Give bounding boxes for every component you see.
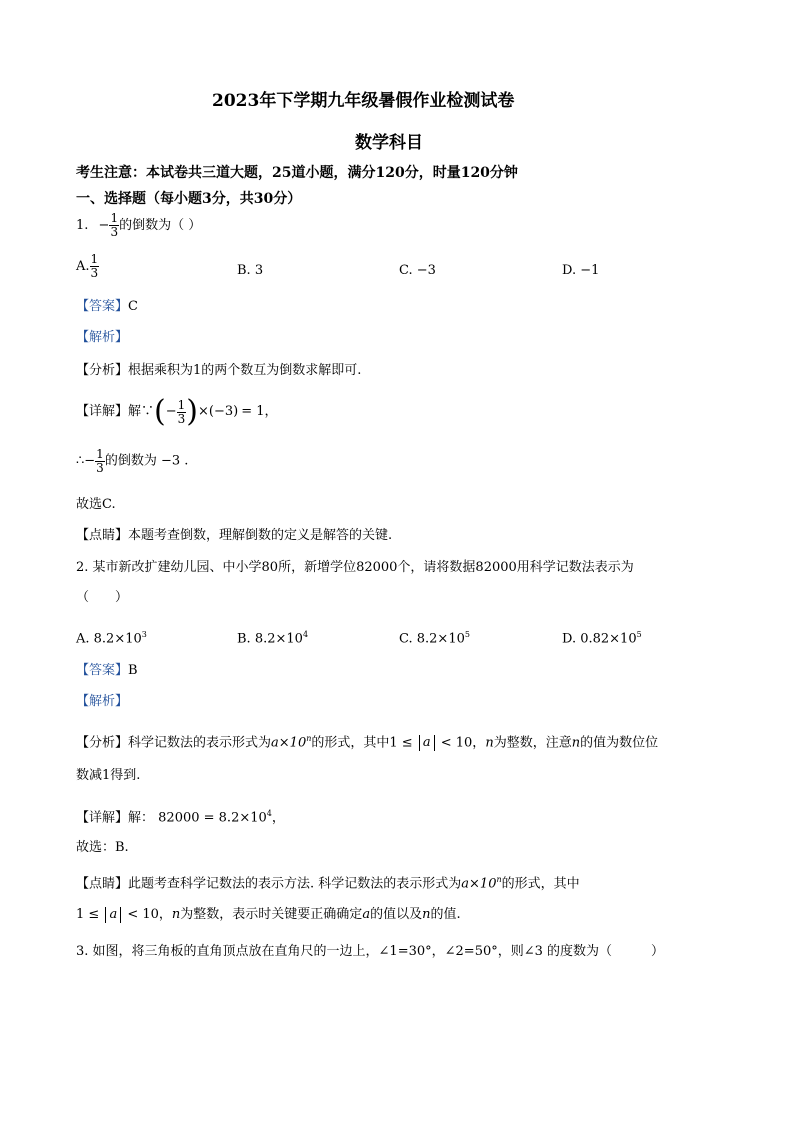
option-d: D. −1 — [562, 263, 600, 278]
dianjing-line: 【点睛】此题考查科学记数法的表示方法. 科学记数法的表示形式为$a\times 10^n$的形式，其中 — [76, 875, 580, 892]
option-b: B. $8.2\times 10^4$ — [237, 630, 309, 647]
option-c: C. −3 — [399, 263, 436, 278]
minus-sign: − — [98, 217, 110, 233]
stem-tail: 的倒数为（ ） — [119, 217, 202, 233]
subject-title: 数学科目 — [355, 133, 423, 153]
fraction: $\frac{1}{3}$ — [110, 211, 119, 239]
section-heading: 一、选择题（每小题3分，共30分） — [76, 191, 302, 207]
fraction: $\frac{1}{3}$ — [90, 252, 99, 280]
answer-line — [76, 663, 138, 679]
detail-line: 【详解】解： $82000 = 8.2\times 10^4$， — [76, 809, 285, 826]
analysis-tag: 【解析】 — [76, 694, 129, 709]
answer-line — [76, 299, 138, 315]
question-1-stem — [76, 212, 201, 239]
answer-tag: 【答案】 — [76, 299, 129, 314]
option-c: C. $8.2\times 10^5$ — [399, 630, 470, 647]
exam-title: 2023年下学期九年级暑假作业检测试卷 — [212, 91, 515, 111]
dianjing-line-2: 1 ≤ a < 10，n为整数，表示时关键要正确确定a的值以及n的值. — [76, 907, 461, 922]
choose-line: 故选：B. — [76, 840, 129, 855]
answer-value: C — [128, 299, 138, 314]
question-3-stem: 3. 如图，将三角板的直角顶点放在直角尺的一边上，∠1=30°，∠2=50°，则∠3 的度数为（ ） — [76, 944, 665, 959]
question-number: 1. — [76, 217, 89, 233]
option-a: A. $8.2\times 10^3$ — [76, 630, 147, 647]
dianjing-line: 【点睛】本题考查倒数，理解倒数的定义是解答的关键. — [76, 528, 393, 543]
answer-tag: 【答案】 — [76, 663, 129, 678]
choose-line: 故选C. — [76, 497, 116, 512]
detail-line: 【详解】解∵(− $\frac{1}{3}$ )×(−3) = 1， — [76, 394, 278, 429]
therefore-line: ∴− $\frac{1}{3}$ 的倒数为 −3 . — [76, 447, 189, 475]
fenxi-line-2: 数减1得到. — [76, 768, 141, 783]
exam-notice: 考生注意：本试卷共三道大题，25道小题，满分120分，时量120分钟 — [76, 165, 518, 181]
fenxi-line: 【分析】根据乘积为1的两个数互为倒数求解即可. — [76, 363, 362, 378]
question-2-stem-paren: （ ） — [76, 590, 129, 605]
option-a: A. $\frac{1}{3}$ — [76, 252, 99, 280]
option-b: B. 3 — [237, 263, 264, 278]
analysis-tag: 【解析】 — [76, 330, 129, 345]
option-d: D. $0.82\times 10^5$ — [562, 630, 642, 647]
answer-value: B — [128, 663, 138, 678]
question-2-stem: 2. 某市新改扩建幼儿园、中小学80所，新增学位82000个，请将数据82000用科学记数法表示为 — [76, 560, 634, 575]
fenxi-line: 【分析】科学记数法的表示形式为$a\times 10^n$的形式，其中1 ≤ a < 10，n为整数，注意n的值为数位位 — [76, 734, 659, 751]
